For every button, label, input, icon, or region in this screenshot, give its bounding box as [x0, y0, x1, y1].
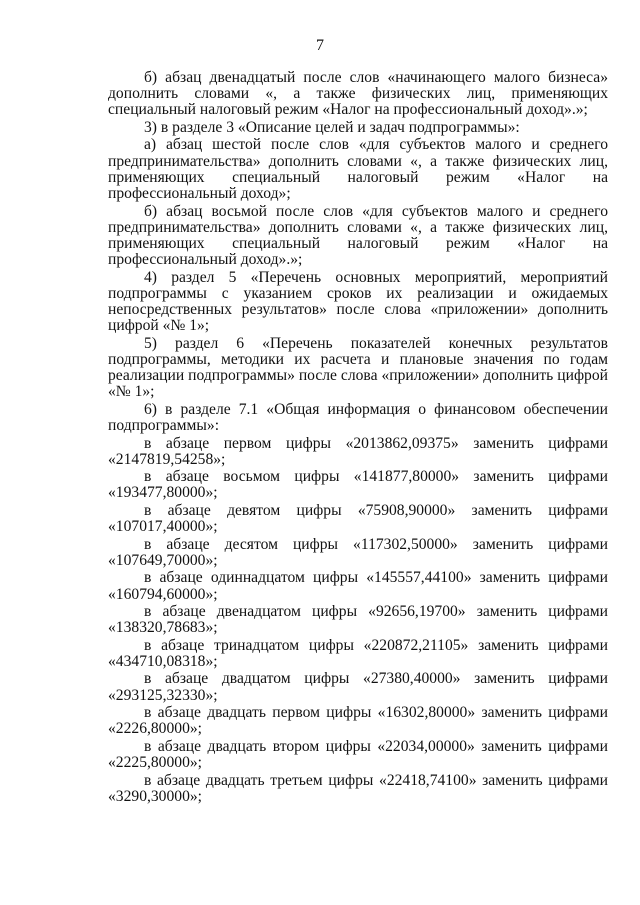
paragraph: 6) в разделе 7.1 «Общая информация о финансовом обеспечении подпрограммы»: [108, 400, 608, 435]
paragraph: в абзаце двадцатом цифры «27380,40000» заменить цифрами «293125,32330»; [108, 670, 608, 704]
paragraph: 4) раздел 5 «Перечень основных мероприятий, мероприятий подпрограммы с указанием сроков их реализации и ожидаемых непосредственных результатов» после слова «приложении» дополнить цифрой «№ 1»; [108, 268, 608, 335]
paragraph: в абзаце одиннадцатом цифры «145557,44100» заменить цифрами «160794,60000»; [108, 569, 608, 603]
paragraph: б) абзац восьмой после слов «для субъектов малого и среднего предпринимательства» дополнить словами «, а также физических лиц, применяющих специальный налоговый режим «Налог на профессиональный доход».»; [108, 202, 608, 269]
paragraph: в абзаце двадцать первом цифры «16302,80000» заменить цифрами «2226,80000»; [108, 704, 608, 738]
page-number: 7 [316, 37, 324, 54]
paragraph: в абзаце десятом цифры «117302,50000» заменить цифрами «107649,70000»; [108, 535, 608, 569]
paragraph: 5) раздел 6 «Перечень показателей конечных результатов подпрограммы, методики их расчета и плановые значения по годам реализации подпрограммы» после слова «приложении» дополнить цифрой «№ 1»; [108, 334, 608, 401]
document-body [108, 70, 608, 806]
paragraph: в абзаце первом цифры «2013862,09375» заменить цифрами «2147819,54258»; [108, 434, 608, 468]
paragraph: б) абзац двенадцатый после слов «начинающего малого бизнеса» дополнить словами «, а также физических лиц, применяющих специальный налоговый режим «Налог на профессиональный доход».»; [108, 69, 608, 119]
paragraph: в абзаце двадцать втором цифры «22034,00000» заменить цифрами «2225,80000»; [108, 737, 608, 772]
paragraph: 3) в разделе 3 «Описание целей и задач подпрограммы»: [144, 118, 520, 136]
paragraph: в абзаце двадцать третьем цифры «22418,74100» заменить цифрами «3290,30000»; [108, 771, 608, 805]
paragraph: в абзаце тринадцатом цифры «220872,21105» заменить цифрами «434710,08318»; [108, 636, 608, 670]
paragraph: в абзаце девятом цифры «75908,90000» заменить цифрами «107017,40000»; [108, 501, 608, 536]
paragraph: в абзаце двенадцатом цифры «92656,19700» заменить цифрами «138320,78683»; [108, 603, 608, 637]
paragraph: а) абзац шестой после слов «для субъектов малого и среднего предпринимательства» дополнить словами «, а также физических лиц, применяющих специальный налоговый режим «Налог на профессиональный доход»; [108, 136, 608, 203]
paragraph: в абзаце восьмом цифры «141877,80000» заменить цифрами «193477,80000»; [108, 468, 608, 502]
